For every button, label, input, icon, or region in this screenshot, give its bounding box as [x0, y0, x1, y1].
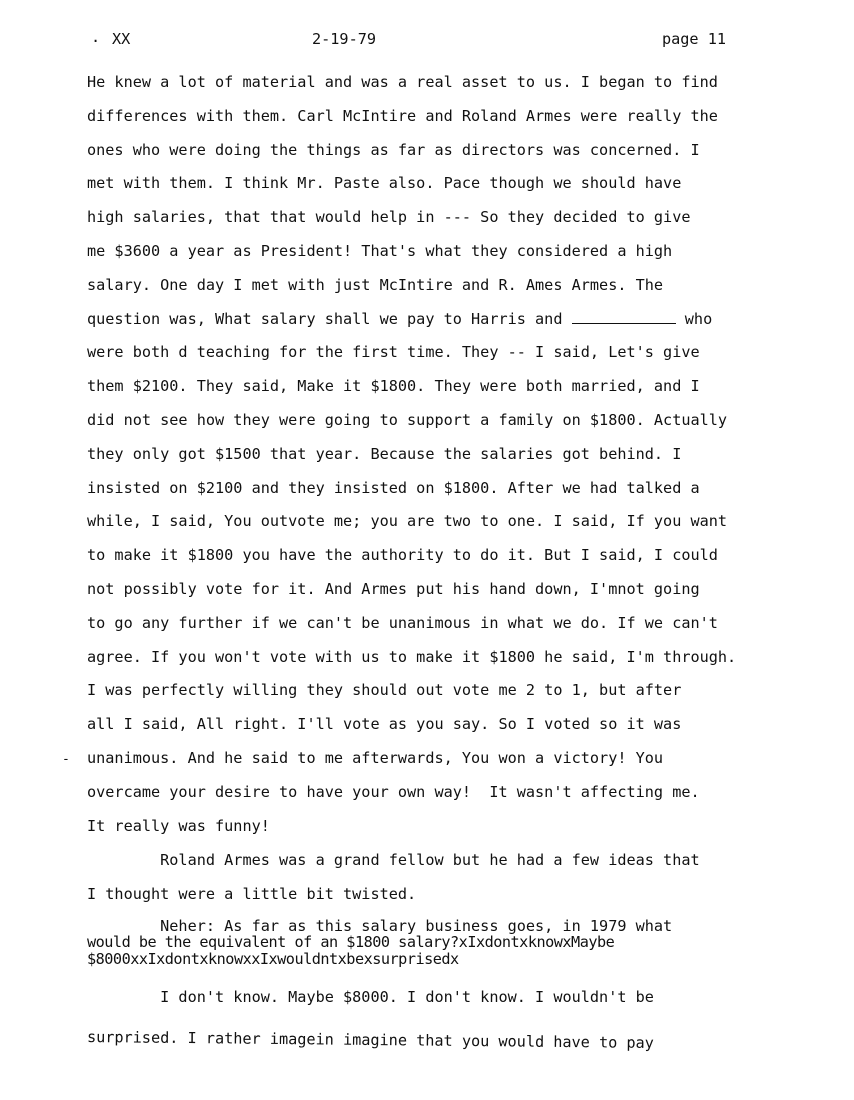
text-line: Neher: As far as this salary business goes, in 1979 what [87, 917, 673, 935]
text-line: agree. If you won't vote with us to make it $1800 he said, I'm through. [87, 647, 737, 666]
text-line: met with them. I think Mr. Paste also. Pace though we should have [87, 174, 682, 193]
text-line-overtyped: $8000xxIxdontxknowxxIxwouldntxbexsurprisedx [87, 950, 459, 968]
text-line: high salaries, that that would help in --- So they decided to give [87, 208, 691, 227]
text-line: I don't know. Maybe $8000. I don't know. I wouldn't be [87, 988, 654, 1006]
text-line: ones who were doing the things as far as directors was concerned. I [87, 140, 700, 159]
header-initials: XX [112, 30, 131, 48]
header-page-number: page 11 [662, 30, 727, 48]
page-header [0, 30, 854, 52]
header-date: 2-19-79 [312, 30, 377, 48]
text-line: I was perfectly willing they should out vote me 2 to 1, but after [87, 681, 682, 700]
text-line: were both d teaching for the first time. They -- I said, Let's give [87, 343, 700, 362]
paragraph-3-question [87, 918, 837, 968]
text-line: did not see how they were going to support a family on $1800. Actually [87, 410, 728, 429]
text-line: insisted on $2100 and they insisted on $1800. After we had talked a [87, 478, 700, 497]
text-line: to make it $1800 you have the authority to do it. But I said, I could [87, 546, 718, 565]
text-line-tilted: surprised. I rather imagein imagine that you would have to pay [86, 1028, 654, 1052]
margin-mark: - [62, 752, 70, 767]
text-line: overcame your desire to have your own way! It wasn't affecting me. [87, 782, 700, 801]
text-line: all I said, All right. I'll vote as you say. So I voted so it was [87, 715, 682, 734]
text-line: me $3600 a year as President! That's what they considered a high [87, 241, 673, 260]
paragraph-2 [87, 849, 837, 917]
text-line: they only got $1500 that year. Because the salaries got behind. I [87, 444, 682, 463]
text-line-overtyped: would be the equivalent of an $1800 salary?xIxdontxknowxMaybe [87, 933, 615, 951]
text-line: not possibly vote for it. And Armes put his hand down, I'mnot going [87, 579, 700, 598]
text-line: unanimous. And he said to me afterwards, You won a victory! You [87, 748, 664, 767]
text-line: He knew a lot of material and was a real asset to us. I began to find [87, 73, 718, 91]
fill-in-blank [572, 310, 676, 324]
text-line-with-blank [87, 308, 837, 342]
text-line: It really was funny! [87, 816, 270, 835]
paragraph-4-answer [86, 986, 837, 1052]
text-line: to go any further if we can't be unanimous in what we do. If we can't [87, 613, 718, 632]
paragraph-1 [87, 71, 837, 848]
text-line: them $2100. They said, Make it $1800. They were both married, and I [87, 377, 700, 396]
text-segment: who [675, 309, 713, 328]
text-line: salary. One day I met with just McIntire and R. Ames Armes. The [87, 275, 664, 294]
text-line: differences with them. Carl McIntire and Roland Armes were really the [87, 106, 718, 125]
text-line: I thought were a little bit twisted. [87, 884, 417, 903]
header-mark: . [91, 28, 101, 46]
text-line: Roland Armes was a grand fellow but he had a few ideas that [87, 851, 700, 869]
text-segment: question was, What salary shall we pay to Harris and [87, 309, 563, 328]
text-line: while, I said, You outvote me; you are two to one. I said, If you want [87, 512, 728, 531]
